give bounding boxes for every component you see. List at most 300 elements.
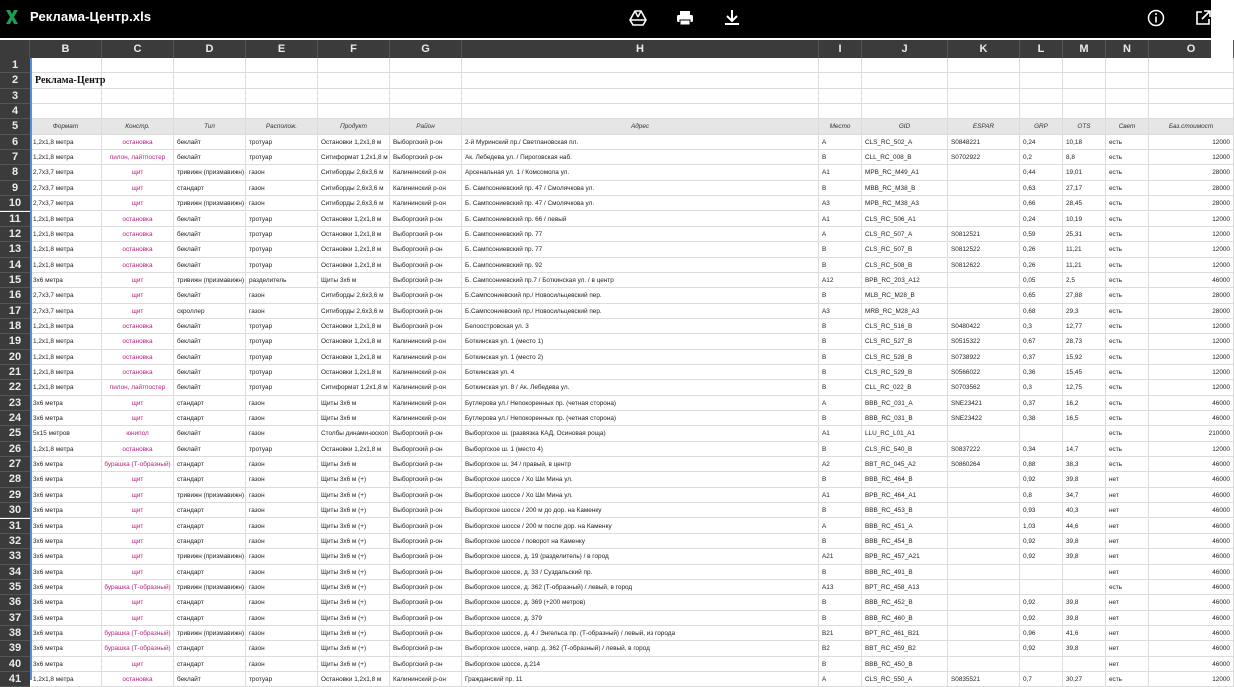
cell[interactable] bbox=[462, 58, 819, 73]
cell[interactable]: тривижн (призмавижн) bbox=[174, 488, 246, 503]
cell[interactable]: LLU_RC_L01_A1 bbox=[862, 426, 948, 441]
cell[interactable]: газон bbox=[246, 580, 318, 595]
cell[interactable] bbox=[318, 89, 390, 104]
row-header-24[interactable]: 24 bbox=[0, 411, 30, 426]
cell[interactable]: 46000 bbox=[1149, 657, 1234, 672]
cell[interactable]: 10,18 bbox=[1063, 135, 1106, 150]
cell[interactable]: BBB_RC_031_A bbox=[862, 396, 948, 411]
cell[interactable]: 8,8 bbox=[1063, 150, 1106, 165]
cell[interactable]: стандарт bbox=[174, 534, 246, 549]
cell[interactable]: 1,2x1,8 метра bbox=[30, 135, 102, 150]
cell[interactable]: есть bbox=[1106, 380, 1149, 395]
row-header-20[interactable]: 20 bbox=[0, 350, 30, 365]
cell[interactable]: есть bbox=[1106, 258, 1149, 273]
cell[interactable] bbox=[948, 273, 1020, 288]
cell[interactable]: CLS_RC_508_B bbox=[862, 258, 948, 273]
cell[interactable]: Выборгский р-он bbox=[390, 488, 462, 503]
cell[interactable]: B bbox=[819, 595, 862, 610]
cell[interactable]: щит bbox=[102, 519, 174, 534]
cell[interactable]: Выборгский р-он bbox=[390, 273, 462, 288]
cell[interactable]: 12,75 bbox=[1063, 380, 1106, 395]
cell[interactable]: S0848221 bbox=[948, 135, 1020, 150]
cell[interactable]: 46000 bbox=[1149, 503, 1234, 518]
cell[interactable]: 0,37 bbox=[1020, 350, 1063, 365]
cell[interactable]: стандарт bbox=[174, 181, 246, 196]
cell[interactable] bbox=[462, 73, 819, 88]
cell[interactable]: S0812521 bbox=[948, 227, 1020, 242]
cell[interactable]: Ситиборды 2,6х3,6 м bbox=[318, 288, 390, 303]
cell[interactable] bbox=[174, 73, 246, 88]
cell[interactable]: Выборгское шоссе / поворот на Каменку bbox=[462, 534, 819, 549]
cell[interactable]: A bbox=[819, 227, 862, 242]
cell[interactable]: 1,2x1,8 метра bbox=[30, 212, 102, 227]
open-external-icon[interactable] bbox=[1194, 9, 1212, 27]
cell[interactable]: Щиты 3х6 м (+) bbox=[318, 503, 390, 518]
cell[interactable]: 3x6 метра bbox=[30, 595, 102, 610]
cell[interactable]: 3x6 метра bbox=[30, 472, 102, 487]
cell[interactable] bbox=[30, 104, 102, 119]
cell[interactable]: 0,26 bbox=[1020, 242, 1063, 257]
cell[interactable]: Столбы динами-юскоп bbox=[318, 426, 390, 441]
cell[interactable]: A1 bbox=[819, 488, 862, 503]
row-header-10[interactable]: 10 bbox=[0, 196, 30, 211]
cell[interactable]: 5x15 метров bbox=[30, 426, 102, 441]
cell[interactable]: тротуар bbox=[246, 319, 318, 334]
cell[interactable]: газон bbox=[246, 565, 318, 580]
cell[interactable] bbox=[318, 58, 390, 73]
cell[interactable]: Гражданский пр. 11 bbox=[462, 672, 819, 687]
cell[interactable]: BBB_RC_454_B bbox=[862, 534, 948, 549]
cell[interactable]: нет bbox=[1106, 534, 1149, 549]
cell[interactable]: стандарт bbox=[174, 565, 246, 580]
cell[interactable]: 12000 bbox=[1149, 212, 1234, 227]
cell[interactable]: B bbox=[819, 288, 862, 303]
cell[interactable]: газон bbox=[246, 657, 318, 672]
cell[interactable]: 0,92 bbox=[1020, 595, 1063, 610]
cell[interactable]: 12000 bbox=[1149, 672, 1234, 687]
cell[interactable]: S0860264 bbox=[948, 457, 1020, 472]
cell[interactable]: 46000 bbox=[1149, 549, 1234, 564]
cell[interactable]: 46000 bbox=[1149, 565, 1234, 580]
header-cell[interactable]: Формат bbox=[30, 119, 102, 134]
cell[interactable]: Калининский р-он bbox=[390, 411, 462, 426]
cell[interactable]: S0515322 bbox=[948, 334, 1020, 349]
cell[interactable]: B bbox=[819, 442, 862, 457]
cell[interactable]: Остановки 1,2х1,8 м bbox=[318, 334, 390, 349]
cell[interactable] bbox=[102, 89, 174, 104]
cell[interactable] bbox=[462, 104, 819, 119]
cell[interactable]: 19,01 bbox=[1063, 165, 1106, 180]
cell[interactable]: S0702922 bbox=[948, 150, 1020, 165]
cell[interactable]: 12000 bbox=[1149, 227, 1234, 242]
cell[interactable]: A3 bbox=[819, 196, 862, 211]
cell[interactable] bbox=[948, 73, 1020, 88]
cell[interactable]: Выборгский р-он bbox=[390, 595, 462, 610]
cell[interactable] bbox=[862, 89, 948, 104]
cell[interactable]: A2 bbox=[819, 457, 862, 472]
cell[interactable] bbox=[1149, 89, 1234, 104]
row-header-7[interactable]: 7 bbox=[0, 150, 30, 165]
cell[interactable]: 28000 bbox=[1149, 181, 1234, 196]
cell[interactable]: 1,2x1,8 метра bbox=[30, 442, 102, 457]
cell[interactable]: Б. Сампсониевский пр. 92 bbox=[462, 258, 819, 273]
cell[interactable]: Выборгский р-он bbox=[390, 426, 462, 441]
cell[interactable] bbox=[1063, 58, 1106, 73]
cell[interactable] bbox=[948, 611, 1020, 626]
column-header-d[interactable]: D bbox=[174, 40, 246, 58]
cell[interactable]: 3x6 метра bbox=[30, 457, 102, 472]
row-header-39[interactable]: 39 bbox=[0, 641, 30, 656]
cell[interactable]: тривижн (призмавижн) bbox=[174, 196, 246, 211]
cell[interactable] bbox=[948, 196, 1020, 211]
cell[interactable]: 28000 bbox=[1149, 196, 1234, 211]
cell[interactable] bbox=[1020, 73, 1063, 88]
cell[interactable]: тротуар bbox=[246, 334, 318, 349]
cell[interactable] bbox=[246, 58, 318, 73]
cell[interactable]: тротуар bbox=[246, 672, 318, 687]
cell[interactable]: S0812622 bbox=[948, 258, 1020, 273]
cell[interactable]: 1,2x1,8 метра bbox=[30, 319, 102, 334]
drive-icon[interactable] bbox=[629, 9, 647, 27]
cell[interactable]: тротуар bbox=[246, 150, 318, 165]
cell[interactable] bbox=[1020, 89, 1063, 104]
cell[interactable]: газон bbox=[246, 534, 318, 549]
row-header-23[interactable]: 23 bbox=[0, 396, 30, 411]
cell[interactable] bbox=[819, 73, 862, 88]
row-header-9[interactable]: 9 bbox=[0, 181, 30, 196]
cell[interactable]: 0,3 bbox=[1020, 319, 1063, 334]
cell[interactable]: 28000 bbox=[1149, 304, 1234, 319]
cell[interactable]: Щиты 3х6 м (+) bbox=[318, 595, 390, 610]
cell[interactable]: A bbox=[819, 396, 862, 411]
cell[interactable]: 12000 bbox=[1149, 365, 1234, 380]
info-icon[interactable] bbox=[1147, 9, 1165, 27]
cell[interactable] bbox=[1020, 565, 1063, 580]
row-header-21[interactable]: 21 bbox=[0, 365, 30, 380]
cell[interactable] bbox=[30, 89, 102, 104]
cell[interactable]: B bbox=[819, 534, 862, 549]
cell[interactable]: MBB_RC_M38_B bbox=[862, 181, 948, 196]
cell[interactable]: 0,96 bbox=[1020, 626, 1063, 641]
cell[interactable] bbox=[174, 89, 246, 104]
row-header-22[interactable]: 22 bbox=[0, 380, 30, 395]
cell[interactable]: CLL_RC_022_B bbox=[862, 380, 948, 395]
cell[interactable] bbox=[862, 104, 948, 119]
cell[interactable]: Выборгский р-он bbox=[390, 135, 462, 150]
cell[interactable]: CLS_RC_507_A bbox=[862, 227, 948, 242]
cell[interactable]: Белоостровская ул. 3 bbox=[462, 319, 819, 334]
header-cell[interactable]: Продукт bbox=[318, 119, 390, 134]
cell[interactable]: 3x6 метра bbox=[30, 396, 102, 411]
cell[interactable]: нет bbox=[1106, 595, 1149, 610]
cell[interactable]: 28,73 bbox=[1063, 334, 1106, 349]
cell[interactable]: B2 bbox=[819, 641, 862, 656]
row-header-18[interactable]: 18 bbox=[0, 319, 30, 334]
cell[interactable]: есть bbox=[1106, 288, 1149, 303]
cell[interactable] bbox=[948, 472, 1020, 487]
cell[interactable]: Б. Сампсониевский пр. 47 / Смолячкова ул. bbox=[462, 196, 819, 211]
cell[interactable]: Щиты 3х6 м (+) bbox=[318, 611, 390, 626]
cell[interactable]: нет bbox=[1106, 626, 1149, 641]
cell[interactable]: Арсенальная ул. 1 / Комсомола ул. bbox=[462, 165, 819, 180]
cell[interactable] bbox=[1063, 104, 1106, 119]
cell[interactable]: 3x6 метра bbox=[30, 411, 102, 426]
cell[interactable]: есть bbox=[1106, 304, 1149, 319]
row-header-29[interactable]: 29 bbox=[0, 488, 30, 503]
cell[interactable]: Остановки 1,2х1,8 м bbox=[318, 135, 390, 150]
cell[interactable]: 0,05 bbox=[1020, 273, 1063, 288]
cell[interactable]: Остановки 1,2х1,8 м bbox=[318, 365, 390, 380]
cell[interactable]: 1,2x1,8 метра bbox=[30, 380, 102, 395]
cell[interactable]: Щиты 3х6 м (+) bbox=[318, 488, 390, 503]
cell[interactable]: Выборгский р-он bbox=[390, 150, 462, 165]
row-header-8[interactable]: 8 bbox=[0, 165, 30, 180]
row-header-41[interactable]: 41 bbox=[0, 672, 30, 687]
cell[interactable]: Выборгский р-он bbox=[390, 227, 462, 242]
cell[interactable]: 0,67 bbox=[1020, 334, 1063, 349]
cell[interactable]: 3x6 метра bbox=[30, 488, 102, 503]
cell[interactable]: Выборгское ш. 1 (место 4) bbox=[462, 442, 819, 457]
cell[interactable]: BBB_RC_460_B bbox=[862, 611, 948, 626]
cell[interactable]: щит bbox=[102, 503, 174, 518]
cell[interactable] bbox=[246, 89, 318, 104]
cell[interactable]: Выборгское шоссе / Хо Ши Мина ул. bbox=[462, 472, 819, 487]
cell[interactable] bbox=[1106, 89, 1149, 104]
cell[interactable]: Ситиборды 2,6х3,6 м bbox=[318, 196, 390, 211]
cell[interactable] bbox=[948, 549, 1020, 564]
row-header-38[interactable]: 38 bbox=[0, 626, 30, 641]
cell[interactable] bbox=[102, 104, 174, 119]
cell[interactable]: тротуар bbox=[246, 350, 318, 365]
cell[interactable]: Боткинская ул. 4 bbox=[462, 365, 819, 380]
cell[interactable]: остановка bbox=[102, 319, 174, 334]
cell[interactable]: 1,2x1,8 метра bbox=[30, 227, 102, 242]
cell[interactable]: Выборгское ш. 34 / правый, в центр bbox=[462, 457, 819, 472]
cell[interactable]: бурашка (Т-образный) bbox=[102, 626, 174, 641]
cell[interactable] bbox=[948, 503, 1020, 518]
cell[interactable]: беклайт bbox=[174, 319, 246, 334]
cell[interactable]: газон bbox=[246, 503, 318, 518]
cell[interactable]: Выборгское шоссе, д. 362 (Т-образный) / левый, в город bbox=[462, 580, 819, 595]
cell[interactable] bbox=[819, 89, 862, 104]
cell[interactable]: 14,7 bbox=[1063, 442, 1106, 457]
cell[interactable]: Выборгский р-он bbox=[390, 565, 462, 580]
cell[interactable]: Калининский р-он bbox=[390, 334, 462, 349]
cell[interactable]: Боткинская ул. 1 (место 1) bbox=[462, 334, 819, 349]
cell[interactable] bbox=[1020, 426, 1063, 441]
column-header-g[interactable]: G bbox=[390, 40, 462, 58]
cell[interactable]: SNE23422 bbox=[948, 411, 1020, 426]
cell[interactable]: Щиты 3х6 м (+) bbox=[318, 549, 390, 564]
column-header-l[interactable]: L bbox=[1020, 40, 1063, 58]
row-header-6[interactable]: 6 bbox=[0, 135, 30, 150]
cell[interactable]: 0,3 bbox=[1020, 380, 1063, 395]
cell[interactable]: беклайт bbox=[174, 380, 246, 395]
cell[interactable]: S0812522 bbox=[948, 242, 1020, 257]
cell[interactable] bbox=[1106, 58, 1149, 73]
cell[interactable] bbox=[948, 89, 1020, 104]
cell[interactable]: 0,38 bbox=[1020, 411, 1063, 426]
cell[interactable]: газон bbox=[246, 611, 318, 626]
cell[interactable]: 12000 bbox=[1149, 442, 1234, 457]
cell[interactable]: тривижн (призмавижн) bbox=[174, 626, 246, 641]
cell[interactable]: щит bbox=[102, 181, 174, 196]
cell[interactable]: есть bbox=[1106, 135, 1149, 150]
cell[interactable] bbox=[1020, 657, 1063, 672]
cell[interactable] bbox=[246, 104, 318, 119]
cell[interactable] bbox=[30, 58, 102, 73]
cell[interactable]: Выборгское шоссе / 200 м до дор. на Каменку bbox=[462, 503, 819, 518]
column-header-m[interactable]: M bbox=[1063, 40, 1106, 58]
cell[interactable] bbox=[948, 565, 1020, 580]
row-header-12[interactable]: 12 bbox=[0, 227, 30, 242]
cell[interactable]: Щиты 3х6 м (+) bbox=[318, 580, 390, 595]
cell[interactable]: MRB_RC_M28_A3 bbox=[862, 304, 948, 319]
cell[interactable]: 12000 bbox=[1149, 334, 1234, 349]
cell[interactable]: 40,3 bbox=[1063, 503, 1106, 518]
cell[interactable]: Выборгский р-он bbox=[390, 626, 462, 641]
cell[interactable]: есть bbox=[1106, 334, 1149, 349]
cell[interactable]: 1,2x1,8 метра bbox=[30, 334, 102, 349]
cell[interactable]: 46000 bbox=[1149, 411, 1234, 426]
cell[interactable]: нет bbox=[1106, 565, 1149, 580]
cell[interactable]: MPB_RC_M38_A3 bbox=[862, 196, 948, 211]
cell[interactable]: Б. Сампсониевский пр. 47 / Смолячкова ул. bbox=[462, 181, 819, 196]
cell[interactable]: 0,44 bbox=[1020, 165, 1063, 180]
cell[interactable] bbox=[318, 73, 390, 88]
cell[interactable]: беклайт bbox=[174, 350, 246, 365]
cell[interactable]: 12000 bbox=[1149, 150, 1234, 165]
cell[interactable]: 38,3 bbox=[1063, 457, 1106, 472]
cell[interactable]: A13 bbox=[819, 580, 862, 595]
cell[interactable]: Остановки 1,2х1,8 м bbox=[318, 242, 390, 257]
cell[interactable]: 0,65 bbox=[1020, 288, 1063, 303]
cell[interactable] bbox=[1020, 104, 1063, 119]
print-icon[interactable] bbox=[676, 9, 694, 27]
column-header-k[interactable]: K bbox=[948, 40, 1020, 58]
cell[interactable] bbox=[862, 58, 948, 73]
cell[interactable]: беклайт bbox=[174, 150, 246, 165]
cell[interactable]: Калининский р-он bbox=[390, 350, 462, 365]
cell[interactable]: 0,88 bbox=[1020, 457, 1063, 472]
cell[interactable]: 28000 bbox=[1149, 288, 1234, 303]
cell[interactable]: беклайт bbox=[174, 227, 246, 242]
row-header-35[interactable]: 35 bbox=[0, 580, 30, 595]
cell[interactable]: газон bbox=[246, 304, 318, 319]
cell[interactable] bbox=[174, 58, 246, 73]
row-header-25[interactable]: 25 bbox=[0, 426, 30, 441]
cell[interactable]: CLS_RC_527_B bbox=[862, 334, 948, 349]
cell[interactable]: 46000 bbox=[1149, 519, 1234, 534]
cell[interactable] bbox=[1106, 104, 1149, 119]
cell[interactable]: 0,68 bbox=[1020, 304, 1063, 319]
cell[interactable] bbox=[1063, 426, 1106, 441]
select-all-corner[interactable] bbox=[0, 40, 30, 58]
cell[interactable] bbox=[948, 641, 1020, 656]
cell[interactable]: 12000 bbox=[1149, 242, 1234, 257]
cell[interactable] bbox=[948, 288, 1020, 303]
cell[interactable]: A21 bbox=[819, 549, 862, 564]
cell[interactable]: 34,7 bbox=[1063, 488, 1106, 503]
cell[interactable]: 11,21 bbox=[1063, 242, 1106, 257]
row-header-40[interactable]: 40 bbox=[0, 657, 30, 672]
cell[interactable]: Выборгский р-он bbox=[390, 549, 462, 564]
cell[interactable]: остановка bbox=[102, 258, 174, 273]
header-cell[interactable]: Констр. bbox=[102, 119, 174, 134]
cell[interactable]: 2-й Муринский пр./ Светлановская пл. bbox=[462, 135, 819, 150]
cell[interactable]: Выборгское шоссе, д.214 bbox=[462, 657, 819, 672]
cell[interactable]: Выборгское шоссе, д. 33 / Суздальский пр. bbox=[462, 565, 819, 580]
cell[interactable]: Калининский р-он bbox=[390, 165, 462, 180]
cell[interactable]: BBT_RC_045_A2 bbox=[862, 457, 948, 472]
cell[interactable]: 27,17 bbox=[1063, 181, 1106, 196]
cell[interactable]: 12000 bbox=[1149, 258, 1234, 273]
cell[interactable]: беклайт bbox=[174, 242, 246, 257]
cell[interactable] bbox=[862, 73, 948, 88]
cell[interactable] bbox=[1063, 657, 1106, 672]
cell[interactable]: остановка bbox=[102, 242, 174, 257]
cell[interactable]: есть bbox=[1106, 396, 1149, 411]
row-header-32[interactable]: 32 bbox=[0, 534, 30, 549]
cell[interactable] bbox=[1149, 104, 1234, 119]
cell[interactable]: 12,77 bbox=[1063, 319, 1106, 334]
cell[interactable]: остановка bbox=[102, 334, 174, 349]
cell[interactable]: 3x6 метра bbox=[30, 534, 102, 549]
cell[interactable]: 16,2 bbox=[1063, 396, 1106, 411]
cell[interactable]: 39,8 bbox=[1063, 611, 1106, 626]
cell[interactable]: BBB_RC_451_A bbox=[862, 519, 948, 534]
cell[interactable]: бурашка (Т-образный) bbox=[102, 457, 174, 472]
cell[interactable]: 0,66 bbox=[1020, 196, 1063, 211]
cell[interactable]: Выборгское шоссе, д. 19 (разделитель) / в город bbox=[462, 549, 819, 564]
cell[interactable]: 2,7x3,7 метра bbox=[30, 181, 102, 196]
cell[interactable]: S0566022 bbox=[948, 365, 1020, 380]
header-cell[interactable]: OTS bbox=[1063, 119, 1106, 134]
cell[interactable]: 0,24 bbox=[1020, 135, 1063, 150]
cell[interactable]: 46000 bbox=[1149, 534, 1234, 549]
cell[interactable] bbox=[948, 580, 1020, 595]
cell[interactable]: 0,2 bbox=[1020, 150, 1063, 165]
spreadsheet[interactable] bbox=[0, 38, 1230, 685]
cell[interactable] bbox=[948, 519, 1020, 534]
cell[interactable]: 0,59 bbox=[1020, 227, 1063, 242]
header-cell[interactable]: ESPAR bbox=[948, 119, 1020, 134]
row-header-30[interactable]: 30 bbox=[0, 503, 30, 518]
cell[interactable]: есть bbox=[1106, 426, 1149, 441]
cell[interactable]: 1,2x1,8 метра bbox=[30, 350, 102, 365]
cell[interactable]: 46000 bbox=[1149, 396, 1234, 411]
cell[interactable] bbox=[948, 165, 1020, 180]
row-header-28[interactable]: 28 bbox=[0, 472, 30, 487]
cell[interactable]: Ситиборды 2,6х3,6 м bbox=[318, 165, 390, 180]
cell[interactable]: B bbox=[819, 472, 862, 487]
cell[interactable]: 0,93 bbox=[1020, 503, 1063, 518]
cell[interactable] bbox=[948, 181, 1020, 196]
cell[interactable]: Выборгский р-он bbox=[390, 641, 462, 656]
cell[interactable]: беклайт bbox=[174, 212, 246, 227]
cell[interactable]: 10,19 bbox=[1063, 212, 1106, 227]
cell[interactable]: пилон, лайтпостер bbox=[102, 380, 174, 395]
cell[interactable]: Ак. Лебедева ул. / Пироговская наб. bbox=[462, 150, 819, 165]
cell[interactable]: есть bbox=[1106, 150, 1149, 165]
cell[interactable]: стандарт bbox=[174, 641, 246, 656]
cell[interactable]: Ситиборды 2,6х3,6 м bbox=[318, 304, 390, 319]
cell[interactable]: тротуар bbox=[246, 442, 318, 457]
cell[interactable]: остановка bbox=[102, 365, 174, 380]
cell[interactable]: щит bbox=[102, 288, 174, 303]
cell[interactable]: 3x6 метра bbox=[30, 657, 102, 672]
cell[interactable] bbox=[1149, 73, 1234, 88]
